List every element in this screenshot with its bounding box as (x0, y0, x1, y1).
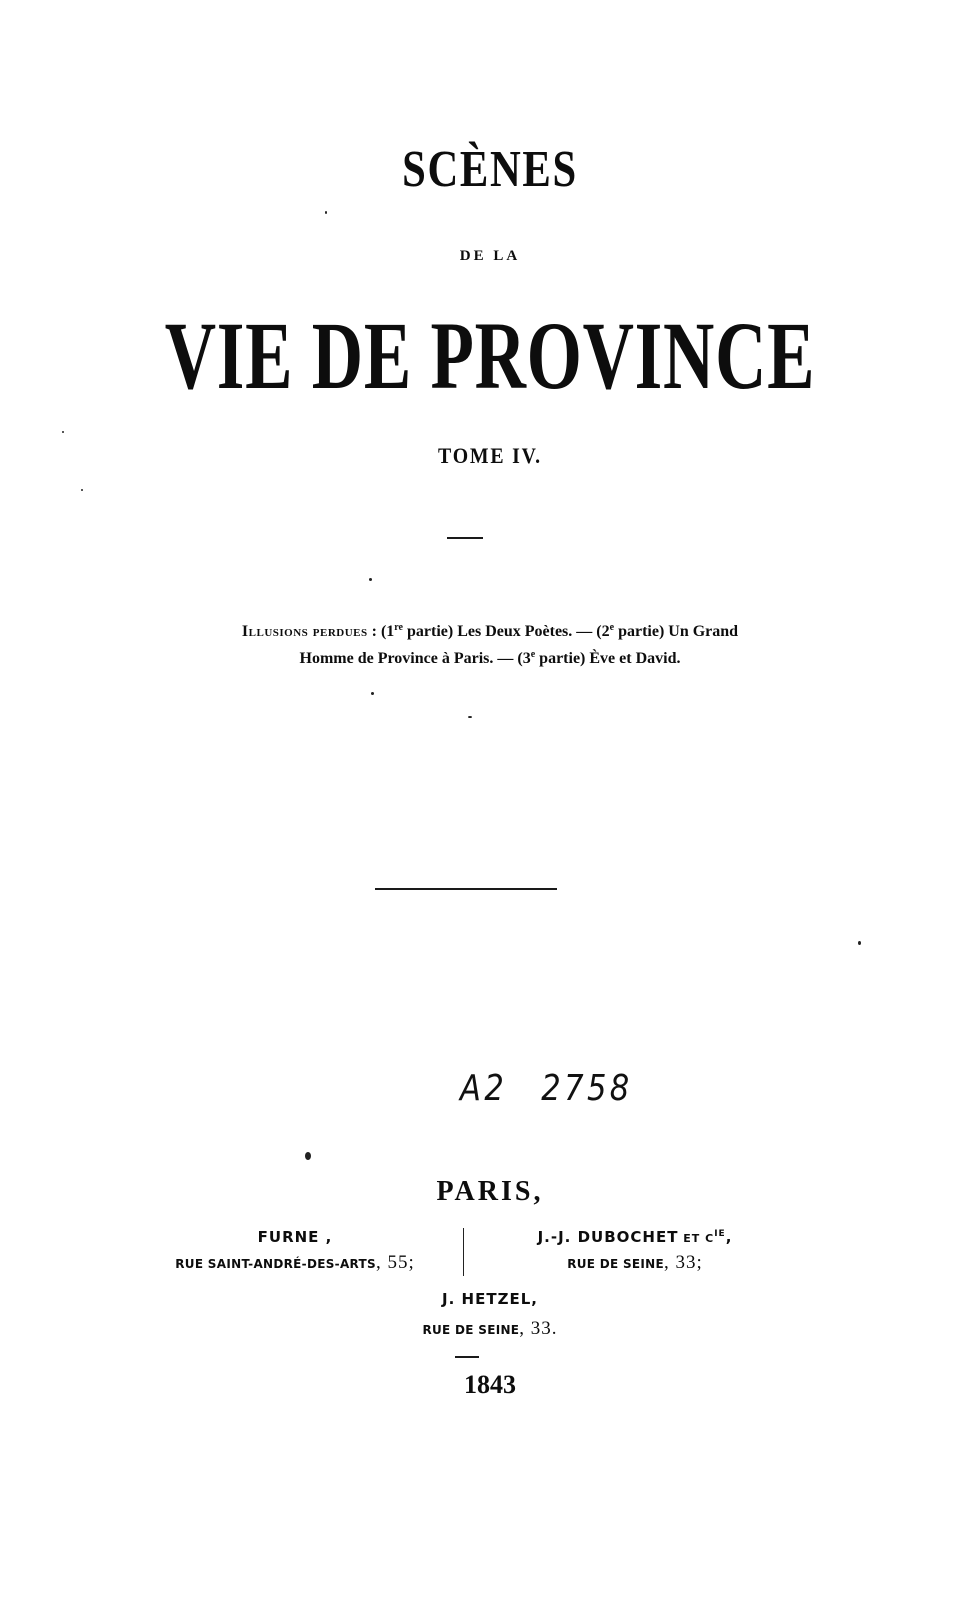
contents-line-1 (0, 618, 980, 645)
shelfmark-prefix: A2 (460, 1068, 508, 1109)
name-et: ET C (678, 1232, 715, 1245)
publisher-name: J. HETZEL, (442, 1290, 538, 1308)
part-1-number: (1 (380, 623, 395, 640)
ink-speck (858, 941, 861, 945)
publisher-address (0, 1318, 980, 1342)
part-3-suffix: e (530, 649, 536, 660)
part-1-suffix: re (394, 622, 403, 633)
ink-speck (62, 431, 64, 433)
address-street: RUE DE SEINE (567, 1257, 665, 1271)
part-1-label: partie) (402, 623, 458, 640)
publisher-hetzel (0, 1290, 980, 1342)
volume-number: TOME IV. (438, 443, 542, 468)
vertical-divider (463, 1228, 464, 1276)
address-number: , 55; (375, 1252, 415, 1273)
part-2-title-end: Homme de Province à Paris. (299, 650, 494, 667)
dash: — (572, 623, 597, 640)
series-title: SCÈNES (402, 141, 578, 198)
table-of-contents (0, 618, 980, 672)
part-1-title: Les Deux Poètes. (457, 623, 573, 640)
part-3-label: partie) (535, 650, 590, 667)
address-street: RUE SAINT-ANDRÉ-DES-ARTS (175, 1257, 376, 1271)
ink-speck (369, 578, 372, 581)
long-rule-divider (375, 888, 557, 890)
name-tail: , (725, 1228, 733, 1246)
address-number: , 33. (519, 1318, 558, 1339)
shelfmark-number: 2758 (541, 1068, 633, 1109)
ink-speck (81, 489, 83, 491)
part-2-label: partie) (614, 623, 669, 640)
address-number: , 33; (664, 1252, 703, 1273)
handwritten-shelfmark (460, 1068, 633, 1109)
separator: : (367, 623, 381, 640)
title-connector: DE LA (459, 248, 521, 264)
part-2-title-start: Un Grand (668, 623, 739, 640)
publisher-address (490, 1252, 780, 1276)
publisher-name: FURNE , (257, 1228, 333, 1246)
work-title: Illusions perdues (241, 623, 368, 640)
name-main: J.-J. DUBOCHET (537, 1228, 679, 1246)
name-sup: IE (714, 1229, 726, 1239)
publisher-address (150, 1252, 440, 1276)
short-rule-divider (447, 537, 483, 539)
short-rule-divider (455, 1356, 479, 1358)
ink-speck (468, 716, 472, 718)
part-3-title: Ève et David. (589, 650, 681, 667)
ink-speck (325, 211, 327, 214)
ink-speck (371, 692, 374, 695)
dash: — (493, 650, 518, 667)
main-title: VIE DE PROVINCE (164, 302, 816, 409)
ink-speck (305, 1152, 311, 1160)
part-2-number: (2 (596, 623, 610, 640)
publisher-name (490, 1228, 780, 1252)
contents-line-2 (0, 645, 980, 672)
part-2-suffix: e (609, 622, 615, 633)
address-street: RUE DE SEINE (422, 1323, 520, 1337)
part-3-number: (3 (517, 650, 531, 667)
publication-year: 1843 (464, 1370, 516, 1399)
publisher-dubochet (490, 1228, 780, 1276)
publisher-furne (150, 1228, 440, 1276)
imprint-city: PARIS, (436, 1176, 544, 1207)
